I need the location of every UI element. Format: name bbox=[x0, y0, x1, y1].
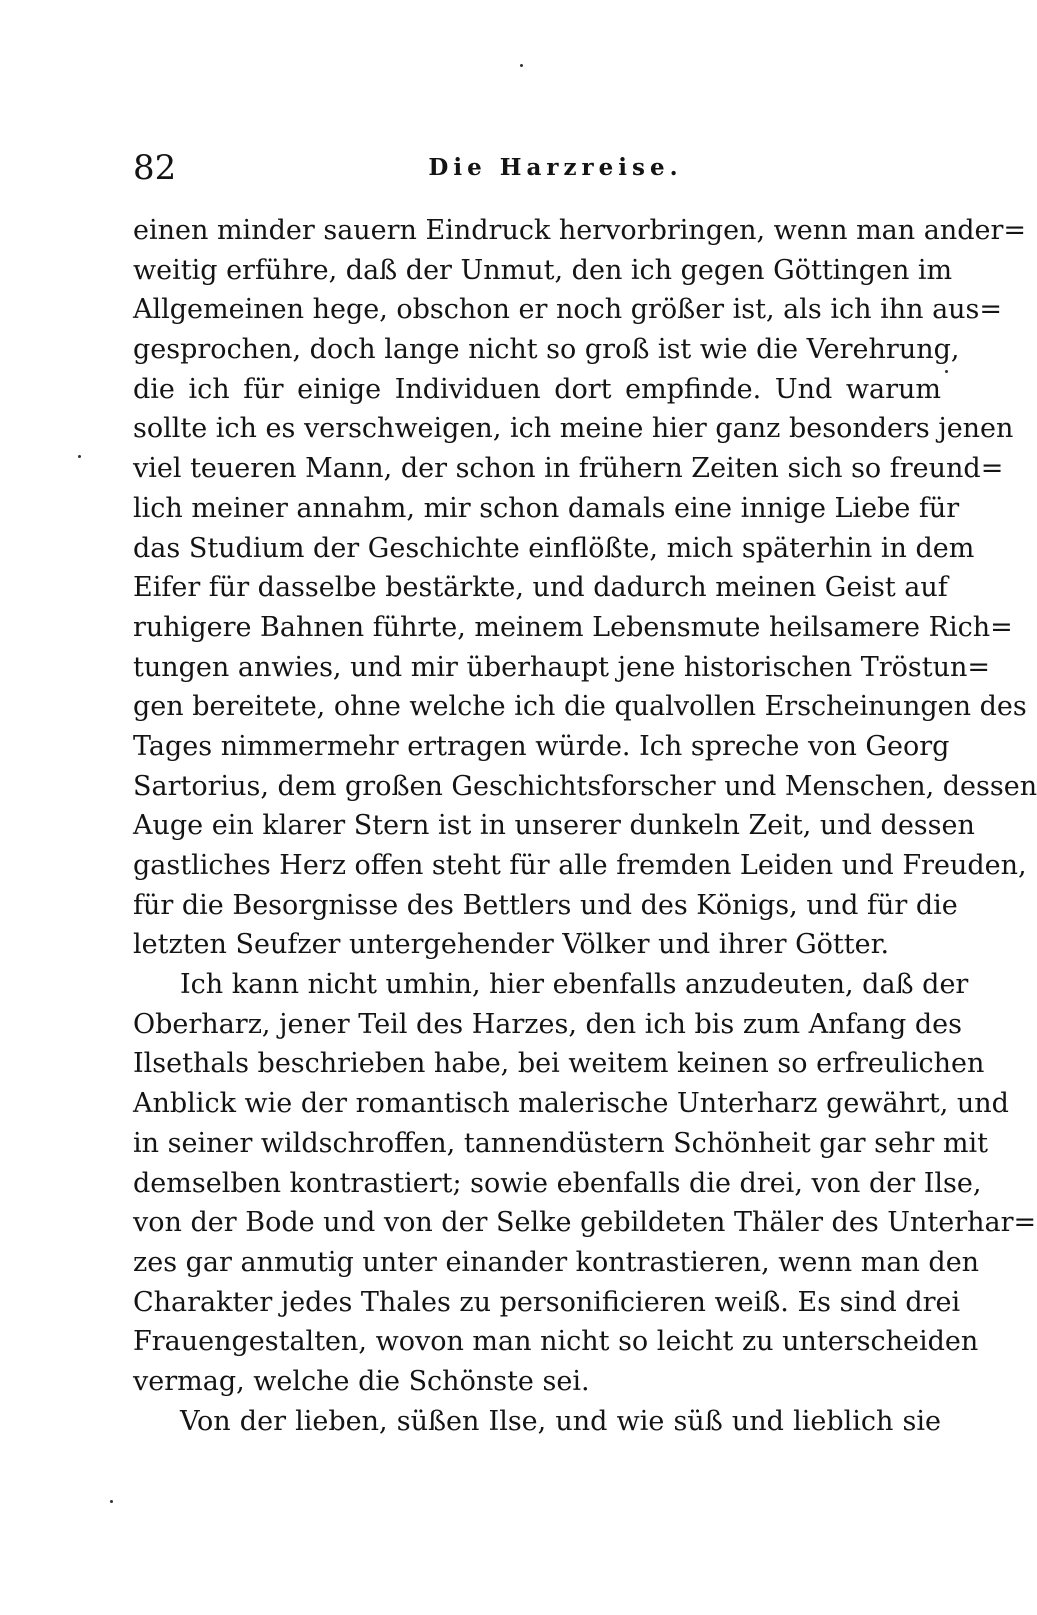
page-number: 82 bbox=[133, 148, 177, 188]
text-line: Von der lieben, süßen Ilse, und wie süß und lieblich sie bbox=[180, 1405, 941, 1437]
text-line: Charakter jedes Thales zu personificieren weiß. Es sind drei bbox=[133, 1286, 961, 1318]
text-line: von der Bode und von der Selke gebildeten Thäler des Unterhar= bbox=[133, 1207, 1037, 1239]
running-title: Die Harzreise. bbox=[428, 154, 683, 181]
text-line: in seiner wildschroffen, tannendüstern Schönheit gar sehr mit bbox=[133, 1127, 988, 1159]
text-line: gesprochen, doch lange nicht so groß ist wie die Verehrung, bbox=[133, 334, 960, 366]
text-line: tungen anwies, und mir überhaupt jene historischen Tröstun= bbox=[133, 651, 991, 683]
body-text bbox=[133, 211, 1037, 1441]
text-line: für die Besorgnisse des Bettlers und des Königs, und für die bbox=[133, 889, 958, 921]
text-line: letzten Seufzer untergehender Völker und ihrer Götter. bbox=[133, 929, 890, 961]
text-line: einen minder sauern Eindruck hervorbringen, wenn man ander= bbox=[133, 215, 1027, 246]
text-line: weitig erführe, daß der Unmut, den ich gegen Göttingen im bbox=[133, 254, 953, 286]
scan-speck bbox=[110, 1500, 113, 1503]
text-line: Sartorius, dem großen Geschichtsforscher und Menschen, dessen bbox=[133, 770, 1037, 802]
text-line: zes gar anmutig unter einander kontrastieren, wenn man den bbox=[133, 1246, 980, 1278]
text-line: Allgemeinen hege, obschon er noch größer ist, als ich ihn aus= bbox=[133, 294, 1003, 326]
text-line: Oberharz, jener Teil des Harzes, den ich bis zum Anfang des bbox=[133, 1008, 962, 1040]
text-line: das Studium der Geschichte einflößte, mich späterhin in dem bbox=[133, 532, 975, 564]
text-line: lich meiner annahm, mir schon damals eine innige Liebe für bbox=[133, 492, 960, 524]
text-line: Auge ein klarer Stern ist in unserer dunkeln Zeit, und dessen bbox=[133, 810, 975, 842]
text-line: Tages nimmermehr ertragen würde. Ich spreche von Georg bbox=[133, 730, 950, 762]
text-line: Frauengestalten, wovon man nicht so leicht zu unterscheiden bbox=[133, 1326, 979, 1358]
running-head bbox=[133, 146, 938, 190]
text-line: demselben kontrastiert; sowie ebenfalls die drei, von der Ilse, bbox=[133, 1167, 982, 1199]
scan-speck bbox=[78, 455, 81, 458]
text-line: Anblick wie der romantisch malerische Unterharz gewährt, und bbox=[133, 1088, 1009, 1120]
text-line: vermag, welche die Schönste sei. bbox=[133, 1365, 590, 1397]
scan-speck bbox=[945, 370, 948, 373]
text-line: Eifer für dasselbe bestärkte, und dadurch meinen Geist auf bbox=[133, 572, 948, 604]
text-line: Ich kann nicht umhin, hier ebenfalls anzudeuten, daß der bbox=[180, 969, 969, 1001]
scan-speck bbox=[520, 64, 523, 67]
text-line: sollte ich es verschweigen, ich meine hier ganz besonders jenen bbox=[133, 413, 1014, 445]
text-line: Ilsethals beschrieben habe, bei weitem keinen so erfreulichen bbox=[133, 1048, 985, 1080]
text-line: ruhigere Bahnen führte, meinem Lebensmute heilsamere Rich= bbox=[133, 611, 1013, 643]
text-line: gen bereitete, ohne welche ich die qualvollen Erscheinungen des bbox=[133, 691, 1027, 723]
paragraph bbox=[133, 211, 1037, 965]
text-line: viel teueren Mann, der schon in frühern Zeiten sich so freund= bbox=[133, 453, 1004, 485]
text-line: die ich für einige Individuen dort empfinde. Und warum bbox=[133, 373, 941, 405]
paragraph bbox=[133, 1402, 941, 1442]
text-line: gastliches Herz offen steht für alle fremden Leiden und Freuden, bbox=[133, 850, 1027, 881]
paragraph bbox=[133, 965, 1037, 1402]
